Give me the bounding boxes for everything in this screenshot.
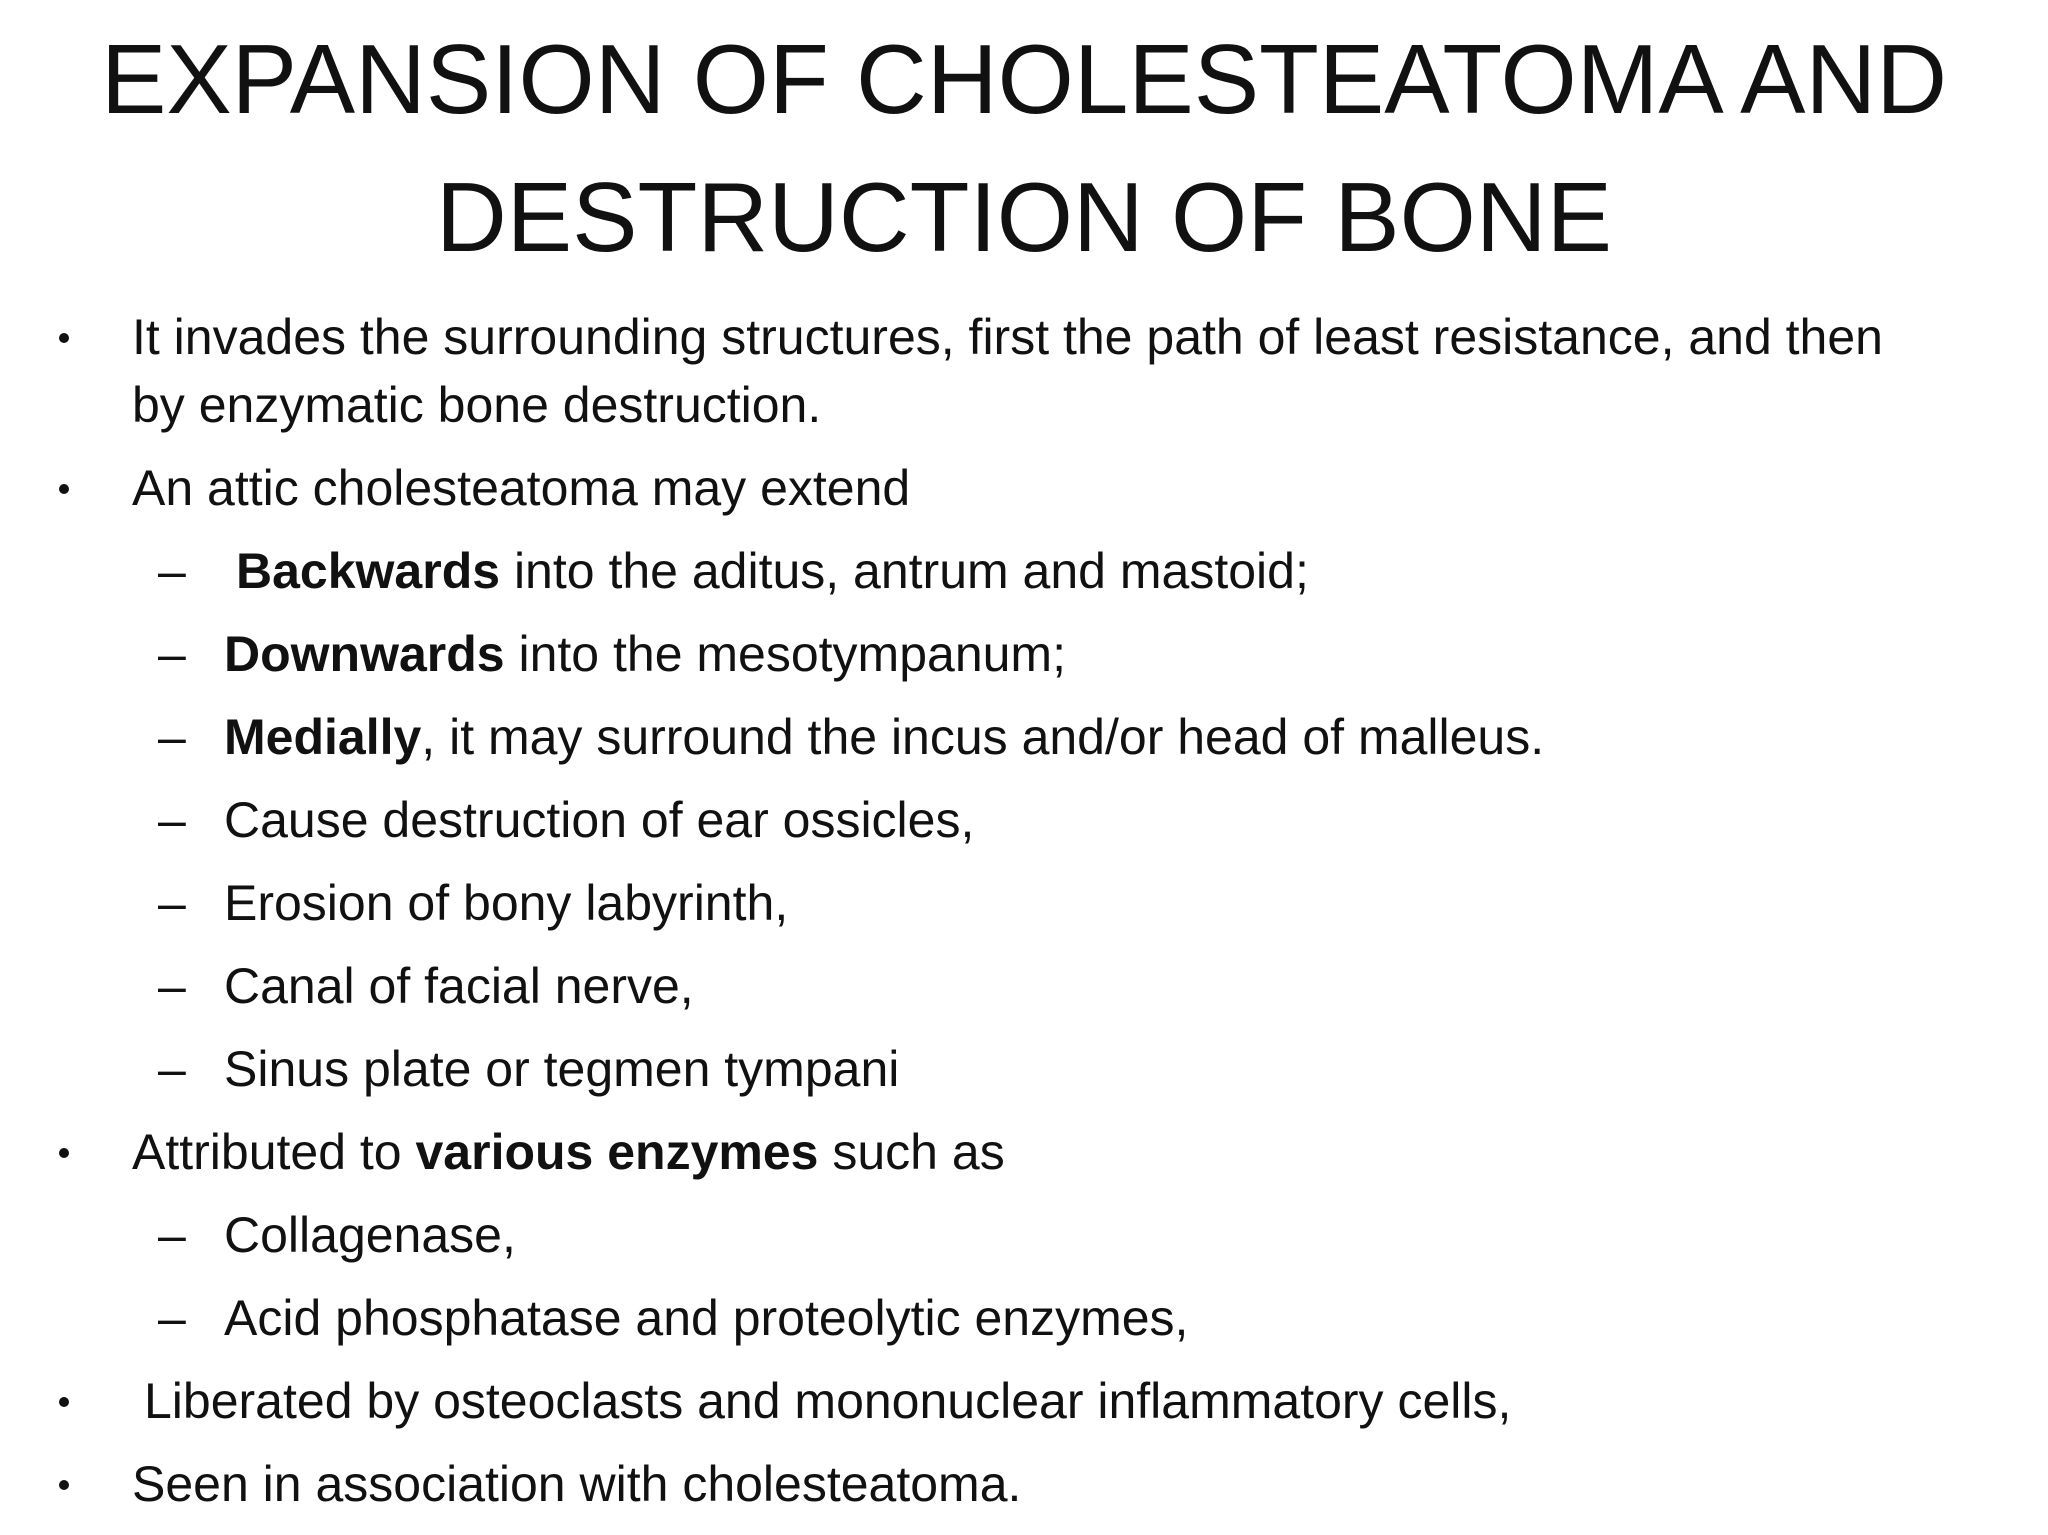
sub-item-ossicles: Cause destruction of ear ossicles, bbox=[224, 792, 975, 848]
dash-icon: – bbox=[158, 875, 186, 931]
bullet-dot-icon bbox=[59, 1397, 69, 1407]
sub-item-text: into the mesotympanum; bbox=[504, 626, 1066, 682]
bullet-dot-icon bbox=[59, 1148, 69, 1158]
sub-item-text: into the aditus, antrum and mastoid; bbox=[500, 543, 1309, 599]
bullet-2-text: An attic cholesteatoma may extend bbox=[132, 460, 911, 516]
dash-icon: – bbox=[158, 1290, 186, 1346]
sub-item-acid-phosphatase: Acid phosphatase and proteolytic enzymes, bbox=[224, 1290, 1189, 1346]
bullet-3-pre: Attributed to bbox=[132, 1124, 416, 1180]
bullet-dot-icon bbox=[59, 484, 69, 494]
bullet-3-post: such as bbox=[818, 1124, 1005, 1180]
dash-icon: – bbox=[158, 1041, 186, 1097]
sub-item-sinus-plate: Sinus plate or tegmen tympani bbox=[224, 1041, 900, 1097]
slide-title-line-1: EXPANSION OF CHOLESTEATOMA AND bbox=[100, 24, 1948, 134]
slide-title-line-2: DESTRUCTION OF BONE bbox=[435, 162, 1613, 272]
sub-item-bold: Medially bbox=[224, 709, 422, 765]
bullet-5-text: Seen in association with cholesteatoma. bbox=[132, 1456, 1022, 1512]
bullet-dot-icon bbox=[59, 333, 69, 343]
sub-item-medially bbox=[224, 703, 1544, 771]
sub-item-labyrinth: Erosion of bony labyrinth, bbox=[224, 875, 789, 931]
dash-icon: – bbox=[158, 958, 186, 1014]
sub-item-bold: Backwards bbox=[236, 543, 501, 599]
sub-item-facial-nerve: Canal of facial nerve, bbox=[224, 958, 694, 1014]
sub-item-text: , it may surround the incus and/or head of malleus. bbox=[421, 709, 1545, 765]
dash-icon: – bbox=[158, 709, 186, 765]
bullet-3-text bbox=[132, 1118, 1005, 1186]
sub-item-bold: Downwards bbox=[224, 626, 505, 682]
bullet-4-text: Liberated by osteoclasts and mononuclear inflammatory cells, bbox=[144, 1373, 1512, 1429]
bullet-1-line-2: by enzymatic bone destruction. bbox=[132, 377, 822, 433]
dash-icon: – bbox=[158, 543, 186, 599]
sub-item-collagenase: Collagenase, bbox=[224, 1207, 516, 1263]
bullet-1-line-1: It invades the surrounding structures, first the path of least resistance, and then bbox=[132, 309, 1883, 365]
bullet-3-bold: various enzymes bbox=[415, 1124, 819, 1180]
sub-item-downwards bbox=[224, 620, 1066, 688]
dash-icon: – bbox=[158, 1207, 186, 1263]
dash-icon: – bbox=[158, 626, 186, 682]
bullet-dot-icon bbox=[59, 1480, 69, 1490]
sub-item-backwards bbox=[236, 537, 1309, 605]
dash-icon: – bbox=[158, 792, 186, 848]
